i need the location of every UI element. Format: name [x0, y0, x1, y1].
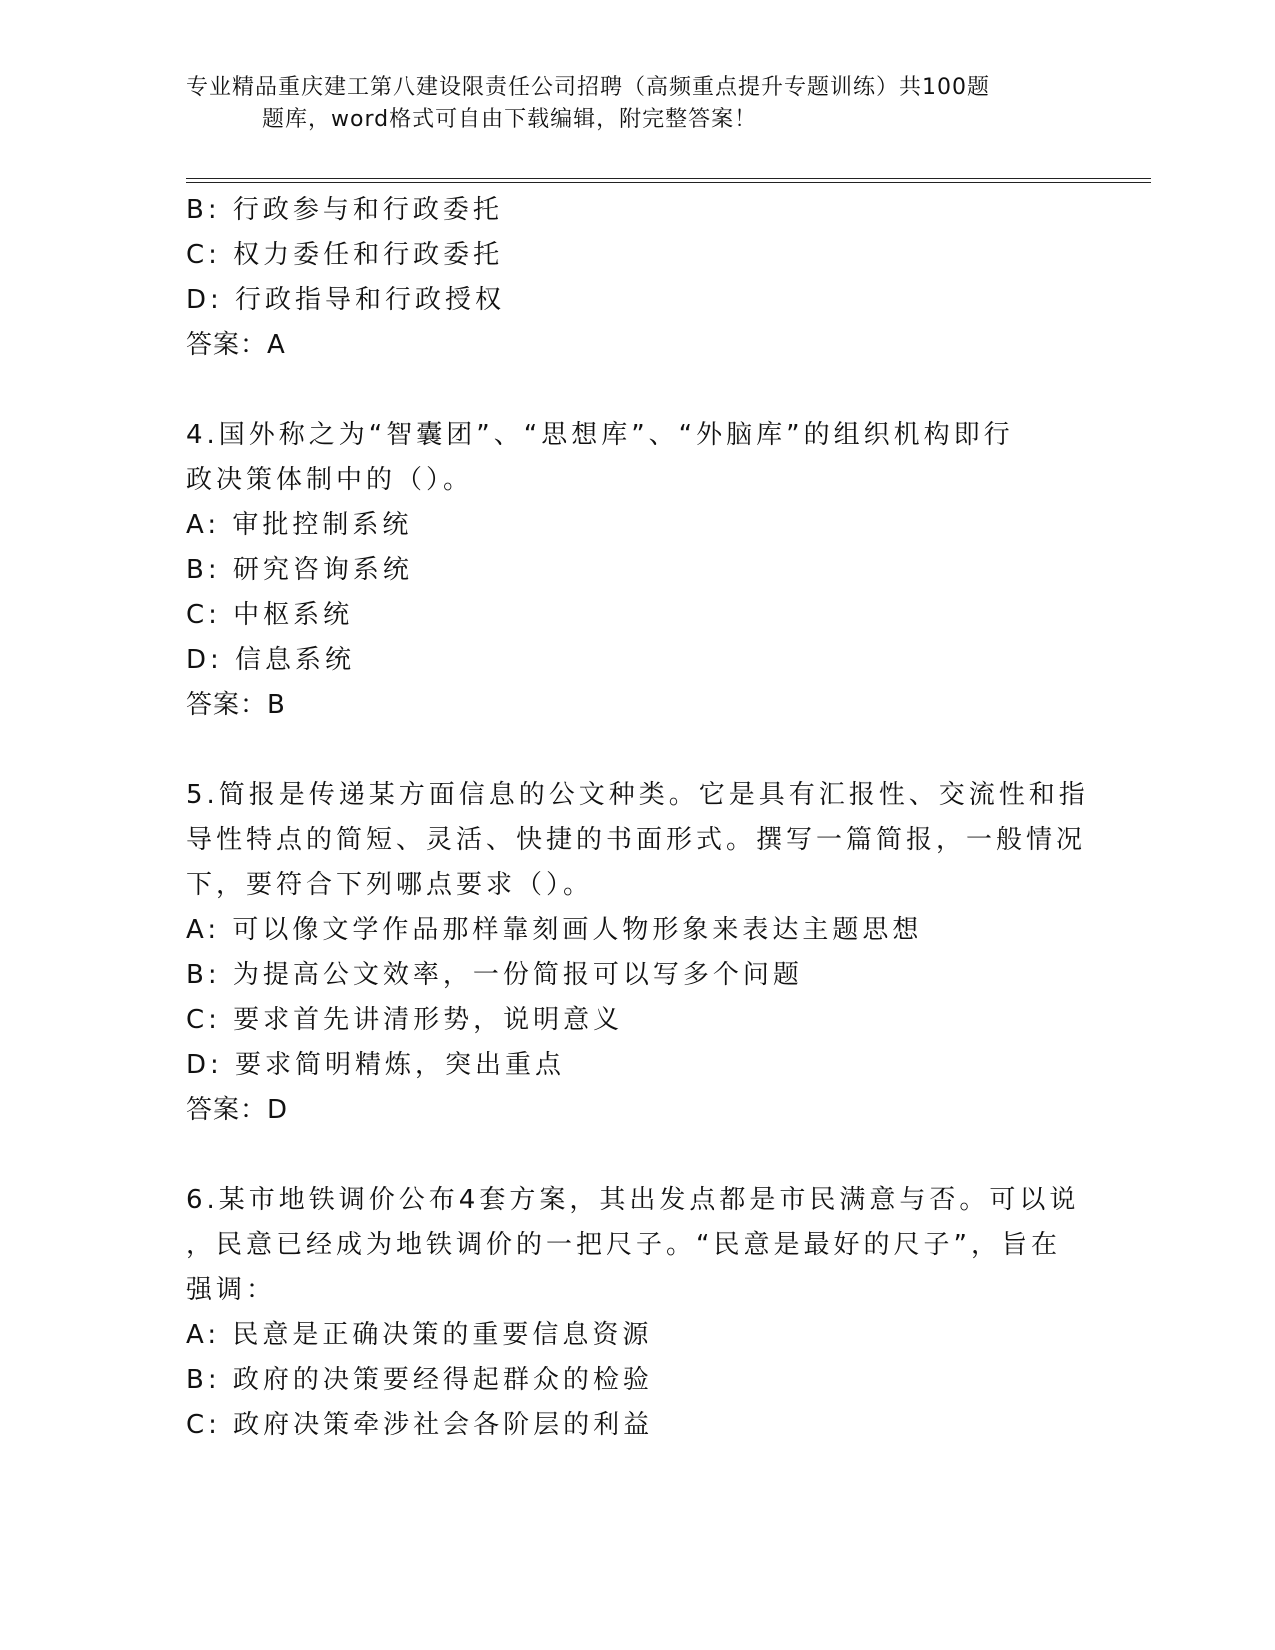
spacer [186, 728, 1066, 773]
question-stem: 4.国外称之为“智囊团”、“思想库”、“外脑库”的组织机构即行 [186, 420, 1014, 450]
header-line-2: 题库，word格式可自由下载编辑，附完整答案！ [262, 107, 758, 132]
header-rule-top [186, 178, 1151, 179]
question-stem: 强调： [186, 1275, 277, 1305]
question-stem: 导性特点的简短、灵活、快捷的书面形式。撰写一篇简报，一般情况 [186, 825, 1087, 855]
option-d: D: 信息系统 [186, 645, 356, 675]
spacer [186, 1133, 1066, 1178]
question-3-tail [186, 188, 1066, 368]
question-4 [186, 413, 1066, 728]
header-line-1: 专业精品重庆建工第八建设限责任公司招聘（高频重点提升专题训练）共100题 [186, 75, 990, 100]
option-b: B: 为提高公文效率，一份简报可以写多个问题 [186, 960, 803, 990]
question-stem: ，民意已经成为地铁调价的一把尺子。“民意是最好的尺子”，旨在 [186, 1230, 1061, 1260]
answer: 答案：B [186, 690, 286, 720]
option-b: B: 行政参与和行政委托 [186, 195, 503, 225]
option-a: A: 审批控制系统 [186, 510, 413, 540]
question-6 [186, 1178, 1080, 1448]
question-stem: 政决策体制中的（）。 [186, 465, 474, 495]
option-b: B: 政府的决策要经得起群众的检验 [186, 1365, 653, 1395]
option-c: C: 政府决策牵涉社会各阶层的利益 [186, 1410, 654, 1440]
option-c: C: 权力委任和行政委托 [186, 240, 504, 270]
document-header [186, 72, 1066, 136]
document-body [186, 188, 1089, 1448]
option-d: D: 行政指导和行政授权 [186, 285, 506, 315]
question-stem: 下，要符合下列哪点要求（）。 [186, 870, 594, 900]
header-rule-bottom [186, 182, 1151, 183]
option-a: A: 民意是正确决策的重要信息资源 [186, 1320, 653, 1350]
option-b: B: 研究咨询系统 [186, 555, 413, 585]
spacer [186, 368, 1066, 413]
option-d: D: 要求简明精炼，突出重点 [186, 1050, 566, 1080]
option-c: C: 要求首先讲清形势，说明意义 [186, 1005, 624, 1035]
option-c: C: 中枢系统 [186, 600, 354, 630]
option-a: A: 可以像文学作品那样靠刻画人物形象来表达主题思想 [186, 915, 923, 945]
question-stem: 6.某市地铁调价公布4套方案，其出发点都是市民满意与否。可以说 [186, 1185, 1080, 1215]
answer: 答案：A [186, 330, 286, 360]
answer: 答案：D [186, 1095, 289, 1125]
question-stem: 5.简报是传递某方面信息的公文种类。它是具有汇报性、交流性和指 [186, 780, 1089, 810]
question-5 [186, 773, 1089, 1133]
